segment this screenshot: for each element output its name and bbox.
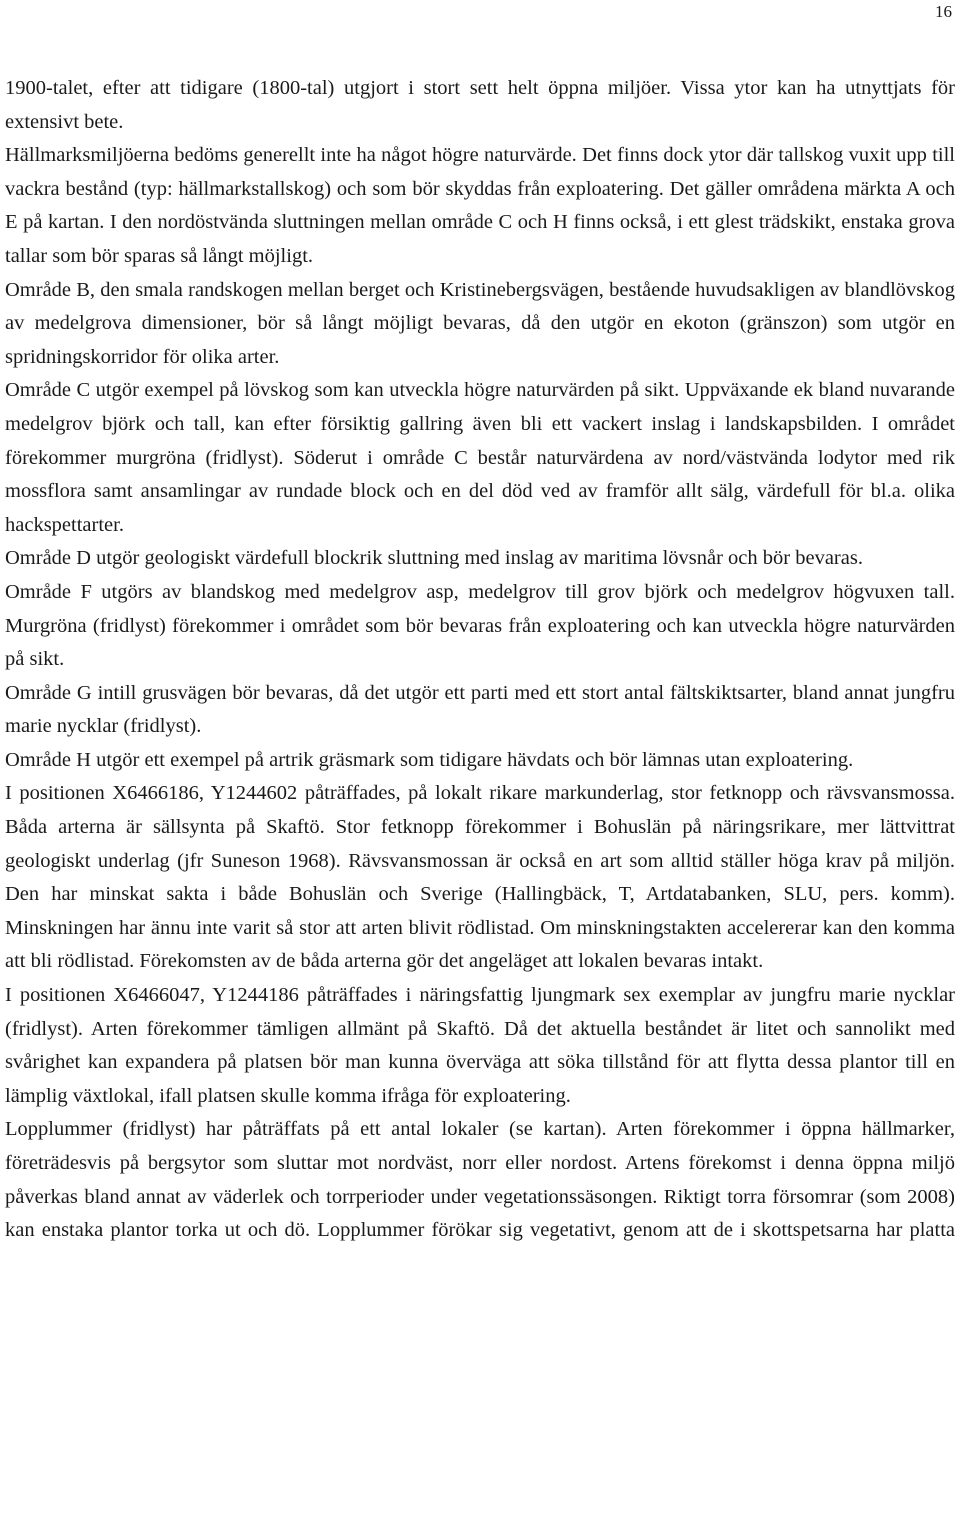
paragraph-4: Område C utgör exempel på lövskog som kan utveckla högre naturvärden på sikt. Uppväxande ek bland nuvarande medelgrov björk och tall, kan efter försiktig gallring även bli ett vackert inslag i landskapsbilden. I området förekommer murgröna (fridlyst). Söderut i område C består naturvärdena av nord/västvända lodytor med rik mossflora samt ansamlingar av rundade block och en del död ved av framför allt sälg, värdefull för bl.a. olika hackspettarter. [5,379,955,536]
paragraph-8: Område H utgör ett exempel på artrik gräsmark som tidigare hävdats och bör lämnas utan exploatering. [5,748,854,771]
paragraph-9: I positionen X6466186, Y1244602 påträffades, på lokalt rikare markunderlag, stor fetknopp och rävsvansmossa. Båda arterna är sällsynta på Skaftö. Stor fetknopp förekommer i Bohuslän på näringsrikare, mer lättvittrat geologiskt underlag (jfr Suneson 1968). Rävsvansmossan är också en art som alltid ställer höga krav på miljön. Den har minskat sakta i både Bohuslän och Sverige (Hallingbäck, T, Artdatabanken, SLU, pers. komm). Minskningen har ännu inte varit så stor att arten blivit rödlistad. Om minskningstakten accelererar kan den komma att bli rödlistad. Förekomsten av de båda arterna gör det angeläget att lokalen bevaras intakt. [5,782,955,973]
document-body [5,72,955,1248]
paragraph-7: Område G intill grusvägen bör bevaras, då det utgör ett parti med ett stort antal fältskiktsarter, bland annat jungfru marie nycklar (fridlyst). [5,681,955,738]
paragraph-6: Område F utgörs av blandskog med medelgrov asp, medelgrov till grov björk och medelgrov högvuxen tall. Murgröna (fridlyst) förekommer i området som bör bevaras från exploatering och kan utveckla högre naturvärden på sikt. [5,580,955,671]
paragraph-2: Hällmarksmiljöerna bedöms generellt inte ha något högre naturvärde. Det finns dock ytor där tallskog vuxit upp till vackra bestånd (typ: hällmarkstallskog) och som bör skyddas från exploatering. Det gäller områdena märkta A och E på kartan. I den nordöstvända sluttningen mellan område C och H finns också, i ett glest trädskikt, enstaka grova tallar som bör sparas så långt möjligt. [5,144,955,267]
paragraph-11: Lopplummer (fridlyst) har påträffats på ett antal lokaler (se kartan). Arten förekommer i öppna hällmarker, företrädesvis på bergsytor som sluttar mot nordväst, norr eller nordost. Artens förekomst i denna öppna miljö påverkas bland annat av väderlek och torrperioder under vegetationssäsongen. Riktigt torra försomrar (som 2008) kan enstaka plantor torka ut och dö. Lopplummer förökar sig vegetativt, genom att de i skottspetsarna har platta [5,1118,955,1242]
page-number: 16 [935,2,952,21]
paragraph-3: Område B, den smala randskogen mellan berget och Kristinebergsvägen, bestående huvudsakligen av blandlövskog av medelgrova dimensioner, bör så långt möjligt bevaras, då den utgör en ekoton (gränszon) som utgör en spridningskorridor för olika arter. [5,278,955,368]
paragraph-1: 1900-talet, efter att tidigare (1800-tal) utgjort i stort sett helt öppna miljöer. Vissa ytor kan ha utnyttjats för extensivt bete. [5,77,955,133]
paragraph-5: Område D utgör geologiskt värdefull blockrik sluttning med inslag av maritima lövsnår och bör bevaras. [5,547,863,570]
paragraph-10: I positionen X6466047, Y1244186 påträffades i näringsfattig ljungmark sex exemplar av jungfru marie nycklar (fridlyst). Arten förekommer tämligen allmänt på Skaftö. Då det aktuella beståndet är litet och sannolikt med svårighet kan expandera på platsen bör man kunna överväga att söka tillstånd för att flytta dessa plantor till en lämplig växtlokal, ifall platsen skulle komma ifråga för exploatering. [5,984,955,1107]
